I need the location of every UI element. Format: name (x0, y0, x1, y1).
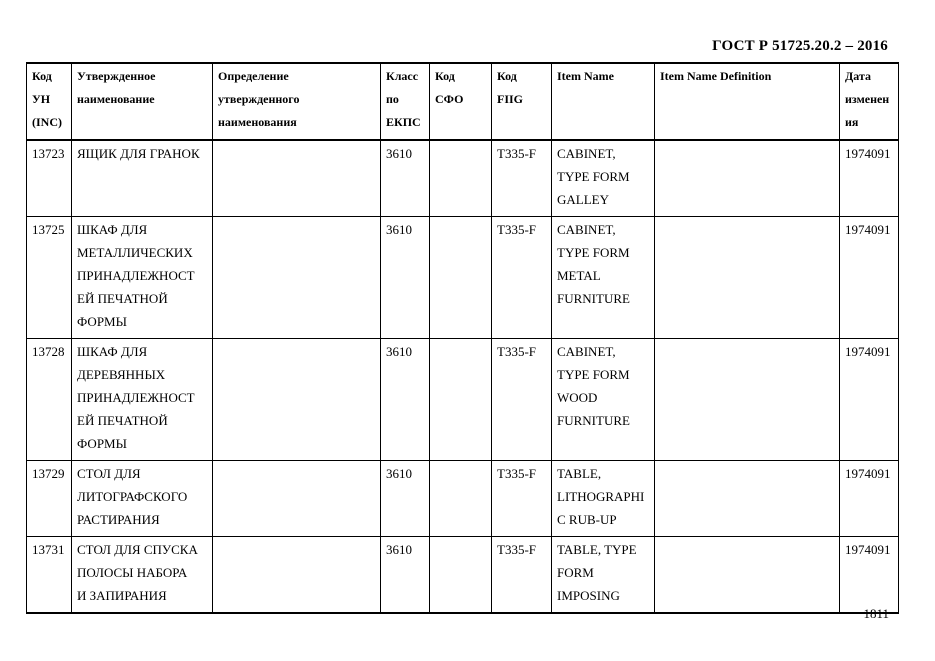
column-header-line: ЕКПС (386, 115, 421, 129)
cell-date: 1974091 (840, 217, 899, 339)
cell-line: WOOD (557, 390, 598, 405)
cell-line: TABLE, TYPE (557, 542, 637, 557)
cell-sfo (430, 217, 492, 339)
cell-line: TYPE FORM (557, 245, 630, 260)
cell-definition (213, 461, 381, 537)
cell-line: ДЕРЕВЯННЫХ (77, 367, 166, 382)
cell-item-name (552, 339, 655, 461)
cell-fiig: T335-F (492, 217, 552, 339)
cell-line: CABINET, (557, 146, 616, 161)
column-header-item-name-definition (655, 63, 840, 140)
cell-item-name (552, 537, 655, 614)
cell-item-def (655, 217, 840, 339)
table-row (27, 537, 899, 614)
cell-line: МЕТАЛЛИЧЕСКИХ (77, 245, 193, 260)
cell-line: СТОЛ ДЛЯ СПУСКА (77, 542, 198, 557)
cell-date: 1974091 (840, 339, 899, 461)
cell-line: РАСТИРАНИЯ (77, 512, 160, 527)
column-header-line: Определение (218, 69, 289, 83)
cell-sfo (430, 461, 492, 537)
cell-class: 3610 (381, 537, 430, 614)
cell-class: 3610 (381, 217, 430, 339)
cell-line: ЕЙ ПЕЧАТНОЙ (77, 413, 168, 428)
cell-line: FORM (557, 565, 594, 580)
column-header-line: Дата (845, 69, 871, 83)
cell-definition (213, 339, 381, 461)
column-header-definition (213, 63, 381, 140)
cell-name (72, 461, 213, 537)
cell-date: 1974091 (840, 140, 899, 217)
cell-definition (213, 537, 381, 614)
cell-class: 3610 (381, 140, 430, 217)
cell-name (72, 217, 213, 339)
column-header-line: Item Name (557, 69, 614, 83)
cell-line: C RUB-UP (557, 512, 617, 527)
cell-name (72, 140, 213, 217)
cell-fiig: T335-F (492, 537, 552, 614)
cell-line: ФОРМЫ (77, 436, 127, 451)
cell-line: ПОЛОСЫ НАБОРА (77, 565, 188, 580)
column-header-line: СФО (435, 92, 464, 106)
cell-item-def (655, 461, 840, 537)
table-body (27, 140, 899, 613)
column-header-line: Утвержденное (77, 69, 156, 83)
column-header-line: Код (497, 69, 517, 83)
column-header-inc (27, 63, 72, 140)
cell-definition (213, 140, 381, 217)
table-header-row (27, 63, 899, 140)
cell-item-def (655, 339, 840, 461)
cell-inc: 13731 (27, 537, 72, 614)
cell-line: TYPE FORM (557, 367, 630, 382)
column-header-line: наименование (77, 92, 155, 106)
table-row (27, 339, 899, 461)
column-header-line: по (386, 92, 399, 106)
cell-class: 3610 (381, 339, 430, 461)
cell-line: FURNITURE (557, 413, 630, 428)
cell-line: CABINET, (557, 344, 616, 359)
cell-line: ПРИНАДЛЕЖНОСТ (77, 268, 195, 283)
column-header-line: изменен (845, 92, 890, 106)
column-header-approved-name (72, 63, 213, 140)
column-header-line: FIIG (497, 92, 524, 106)
column-header-change-date (840, 63, 899, 140)
column-header-sfo-code (430, 63, 492, 140)
cell-line: CABINET, (557, 222, 616, 237)
column-header-line: наименования (218, 115, 297, 129)
cell-line: GALLEY (557, 192, 609, 207)
cell-sfo (430, 140, 492, 217)
table-row (27, 217, 899, 339)
cell-sfo (430, 537, 492, 614)
column-header-line: ия (845, 115, 859, 129)
cell-inc: 13728 (27, 339, 72, 461)
page-number: 1811 (863, 606, 889, 621)
column-header-line: (INC) (32, 115, 62, 129)
cell-item-def (655, 537, 840, 614)
column-header-line: Код (32, 69, 52, 83)
cell-line: TYPE FORM (557, 169, 630, 184)
cell-date: 1974091 (840, 461, 899, 537)
column-header-line: УН (32, 92, 51, 106)
column-header-fiig-code (492, 63, 552, 140)
cell-fiig: T335-F (492, 140, 552, 217)
document-code: ГОСТ Р 51725.20.2 – 2016 (712, 38, 888, 54)
cell-line: ЯЩИК ДЛЯ ГРАНОК (77, 146, 200, 161)
cell-line: ПРИНАДЛЕЖНОСТ (77, 390, 195, 405)
column-header-line: Класс (386, 69, 419, 83)
cell-line: FURNITURE (557, 291, 630, 306)
cell-line: ФОРМЫ (77, 314, 127, 329)
table-row (27, 461, 899, 537)
cell-class: 3610 (381, 461, 430, 537)
cell-definition (213, 217, 381, 339)
cell-line: IMPOSING (557, 588, 620, 603)
cell-line: ШКАФ ДЛЯ (77, 344, 148, 359)
cell-fiig: T335-F (492, 461, 552, 537)
cell-line: СТОЛ ДЛЯ (77, 466, 141, 481)
cell-line: TABLE, (557, 466, 602, 481)
cell-inc: 13725 (27, 217, 72, 339)
column-header-ekps-class (381, 63, 430, 140)
cell-item-name (552, 140, 655, 217)
cell-item-name (552, 217, 655, 339)
data-table (26, 62, 899, 614)
column-header-line: Код (435, 69, 455, 83)
cell-line: ШКАФ ДЛЯ (77, 222, 148, 237)
column-header-item-name (552, 63, 655, 140)
cell-line: LITHOGRAPHI (557, 489, 645, 504)
cell-line: METAL (557, 268, 601, 283)
cell-item-def (655, 140, 840, 217)
column-header-line: утвержденного (218, 92, 300, 106)
cell-item-name (552, 461, 655, 537)
cell-name (72, 339, 213, 461)
cell-inc: 13723 (27, 140, 72, 217)
cell-name (72, 537, 213, 614)
cell-line: ЕЙ ПЕЧАТНОЙ (77, 291, 168, 306)
cell-sfo (430, 339, 492, 461)
cell-date: 1974091 (840, 537, 899, 614)
cell-line: И ЗАПИРАНИЯ (77, 588, 167, 603)
cell-inc: 13729 (27, 461, 72, 537)
table-row (27, 140, 899, 217)
cell-fiig: T335-F (492, 339, 552, 461)
cell-line: ЛИТОГРАФСКОГО (77, 489, 188, 504)
column-header-line: Item Name Definition (660, 69, 772, 83)
